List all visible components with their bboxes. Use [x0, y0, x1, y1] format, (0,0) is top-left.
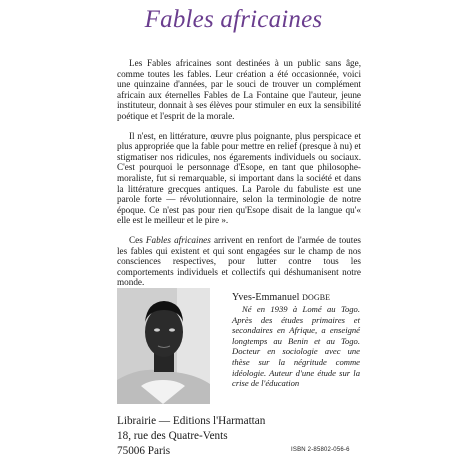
blurb-p3-prefix: Ces [129, 234, 146, 245]
author-first-name: Yves-Emmanuel [232, 292, 303, 303]
author-bio [232, 304, 360, 389]
blurb-paragraph-3 [117, 235, 361, 288]
blurb-p3-book-title: Fables africaines [145, 234, 211, 245]
blurb-p3-rest: arrivent en renfort de l'armée de toutes les fables qui existent et qui sont engagées sur le champ de nos consciences respectives, pour lutter contre tous les comportements individuels et collectifs qui déshumanisent notre monde. [117, 234, 361, 288]
author-bio-text: Né en 1939 à Lomé au Togo. Après des études primaires et secondaires en Afrique, a enseigné longtemps au Benin et au Togo. Docteur en sociologie avec une thèse sur la négritude comme idéologie. Auteur d'une étude sur la crise de l'éducation [232, 304, 360, 389]
author-photo-image [117, 288, 210, 404]
publisher-line-3: 75006 Paris [117, 445, 171, 457]
author-photo [117, 288, 210, 404]
blurb-paragraph-1: Les Fables africaines sont destinées à un public sans âge, comme toutes les fables. Leur création a été occasionnée, voici une quinzaine d'années, par le souci de trouver un complément africain aux éternelles Fables de La Fontaine que l'auteur, jeune instituteur, donnait à ses élèves pour stimuler en eux la sensibilité poétique et l'esprit de la morale. [117, 58, 361, 121]
publisher-info [117, 414, 265, 459]
blurb-paragraph-2: Il n'est, en littérature, œuvre plus poignante, plus perspicace et plus appropriée que la fable pour mettre en relief (presque à nu) et stigmatiser nos ridicules, nos égarements individuels ou sociaux. C'est pourquoi le personnage d'Esope, en tant que philosophe-moraliste, fut si remarquable, si important dans la société et dans la littérature grecques antiques. La Parole du fabuliste est une parole forte — révolutionnaire, selon la terminologie de notre époque. Ce n'est pas pour rien qu'Esope disait de la langue qu'« elle est le meilleur et le pire ». [117, 130, 361, 226]
author-last-name: DOGBE [302, 293, 331, 302]
isbn-number: ISBN 2-85802-056-6 [291, 447, 350, 453]
publisher-line-2: 18, rue des Quatre-Vents [117, 430, 228, 442]
publisher-line-1: Librairie — Editions l'Harmattan [117, 415, 266, 427]
blurb [117, 58, 361, 297]
book-title: Fables africaines [144, 6, 323, 33]
author-name [232, 292, 330, 303]
